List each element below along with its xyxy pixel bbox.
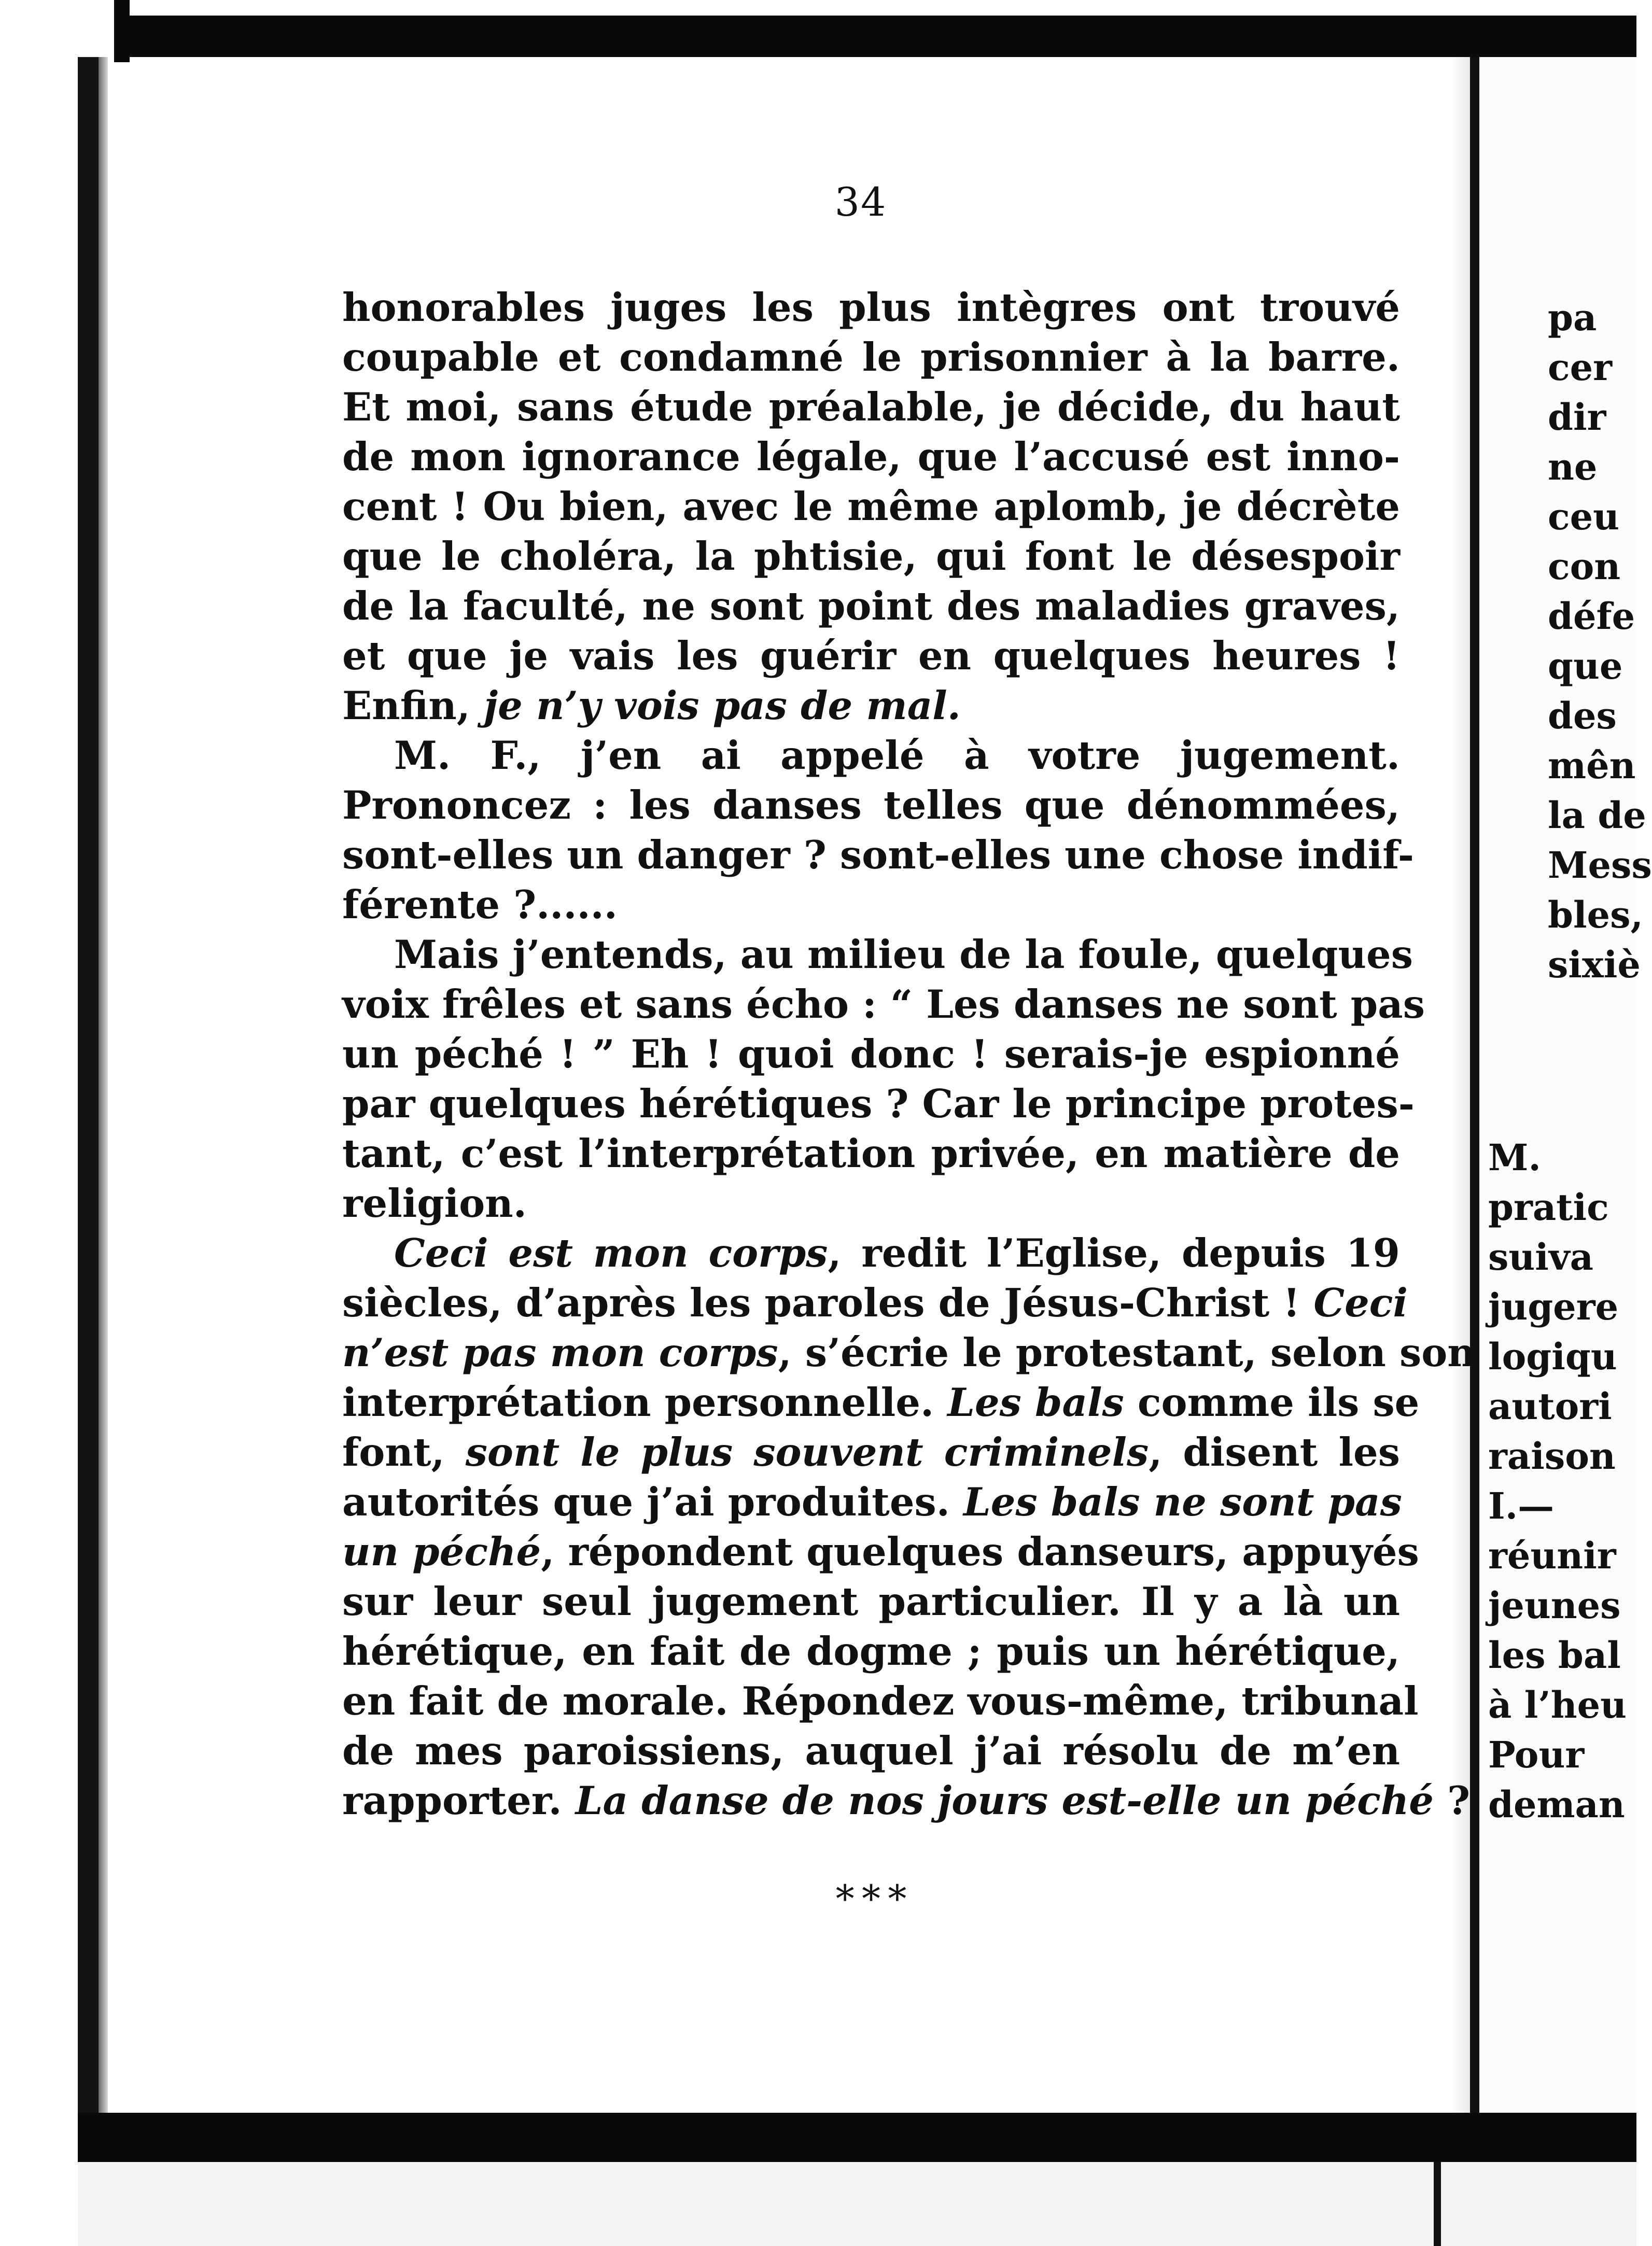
text-line bbox=[342, 1378, 1420, 1427]
text-line bbox=[342, 1527, 1419, 1577]
scan-border-bottom bbox=[78, 2113, 1636, 2162]
text-segment: autorités que j’ai produites. bbox=[342, 1479, 963, 1525]
neighbor-text-line: sixiè bbox=[1548, 943, 1641, 986]
neighbor-text-line: autori bbox=[1488, 1385, 1612, 1428]
text-segment: hérétique, en fait de dogme ; puis un hérétique, bbox=[342, 1629, 1400, 1674]
text-line bbox=[342, 880, 1400, 930]
text-segment: de mes paroissiens, auquel j’ai résolu de m’en bbox=[342, 1728, 1400, 1774]
italic-text: Ceci bbox=[1313, 1280, 1408, 1326]
text-segment: ? bbox=[1434, 1778, 1471, 1823]
text-segment: Mais j’entends, au milieu de la foule, quelques bbox=[394, 932, 1413, 977]
text-segment: et que je vais les guérir en quelques heures ! bbox=[342, 633, 1400, 679]
neighbor-text-line: la de bbox=[1548, 794, 1646, 837]
neighbor-text-line: bles, bbox=[1548, 893, 1643, 936]
text-segment: de mon ignorance légale, que l’accusé est inno- bbox=[342, 434, 1400, 480]
neighbor-text-line: deman bbox=[1488, 1783, 1625, 1826]
text-line bbox=[342, 1726, 1400, 1776]
text-segment: , disent les bbox=[1149, 1429, 1400, 1475]
italic-text: Ceci est mon corps bbox=[394, 1230, 828, 1276]
text-line bbox=[342, 1776, 1471, 1826]
text-segment: Enfin, bbox=[342, 683, 484, 728]
italic-text: je n’y vois pas de mal. bbox=[483, 683, 961, 728]
neighbor-text-line: réunir bbox=[1488, 1534, 1616, 1577]
neighbor-text-line: M. bbox=[1488, 1136, 1541, 1179]
neighbor-text-line: des bbox=[1548, 694, 1617, 737]
body-text bbox=[342, 283, 1476, 1826]
neighbor-text-line: que bbox=[1548, 644, 1623, 687]
neighbor-text-line: cer bbox=[1548, 346, 1613, 389]
text-line bbox=[342, 681, 1400, 731]
text-segment: honorables juges les plus intègres ont trouvé bbox=[342, 285, 1400, 330]
neighbor-page-text-upper bbox=[1548, 293, 1652, 990]
text-segment: comme ils se bbox=[1124, 1380, 1420, 1425]
text-line bbox=[342, 930, 1413, 979]
neighbor-text-line: défe bbox=[1548, 595, 1635, 638]
text-segment: par quelques hérétiques ? Car le principe protes- bbox=[342, 1081, 1415, 1127]
text-line bbox=[342, 531, 1400, 581]
text-line bbox=[342, 482, 1400, 531]
neighbor-text-line: con bbox=[1548, 545, 1621, 588]
page-number: 34 bbox=[834, 179, 887, 225]
neighbor-text-line: suiva bbox=[1488, 1236, 1593, 1279]
text-segment: tant, c’est l’interprétation privée, en matière de bbox=[342, 1131, 1400, 1176]
text-line bbox=[342, 1626, 1400, 1676]
text-segment: de la faculté, ne sont point des maladies graves, bbox=[342, 583, 1400, 629]
neighbor-page-text-lower bbox=[1488, 1133, 1636, 1830]
text-line bbox=[342, 979, 1425, 1029]
text-line bbox=[342, 1676, 1419, 1726]
neighbor-text-line: jugere bbox=[1488, 1285, 1619, 1328]
neighbor-text-line: jeunes bbox=[1488, 1584, 1621, 1627]
text-line bbox=[342, 731, 1400, 780]
text-line bbox=[342, 1328, 1476, 1378]
text-line bbox=[342, 830, 1415, 880]
neighbor-text-line: pa bbox=[1548, 296, 1597, 339]
neighbor-text-line: raison bbox=[1488, 1435, 1616, 1478]
text-segment: , répondent quelques danseurs, appuyés bbox=[541, 1529, 1419, 1575]
italic-text: n’est pas mon corps bbox=[342, 1330, 778, 1375]
neighbor-text-line: ne bbox=[1548, 445, 1598, 488]
page-edge-left bbox=[99, 57, 108, 2113]
text-segment: M. F., j’en ai appelé à votre jugement. bbox=[394, 733, 1400, 778]
neighbor-text-line: les bal bbox=[1488, 1634, 1621, 1677]
neighbor-text-line: mên bbox=[1548, 744, 1636, 787]
scan-border-top bbox=[114, 16, 1636, 57]
text-segment: sur leur seul jugement particulier. Il y a là un bbox=[342, 1579, 1400, 1624]
text-line bbox=[342, 1178, 1400, 1228]
italic-text: un péché bbox=[342, 1529, 541, 1575]
text-segment: voix frêles et sans écho : “ Les danses ne sont pas bbox=[342, 981, 1425, 1027]
text-line bbox=[342, 1278, 1408, 1328]
text-line bbox=[342, 382, 1400, 432]
text-line bbox=[342, 780, 1400, 830]
text-segment: férente ?...... bbox=[342, 882, 618, 928]
text-segment: religion. bbox=[342, 1181, 527, 1226]
text-segment: en fait de morale. Répondez vous-même, tribunal bbox=[342, 1678, 1419, 1724]
text-segment: siècles, d’après les paroles de Jésus-Christ ! bbox=[342, 1280, 1314, 1326]
neighbor-text-line: dir bbox=[1548, 396, 1606, 439]
text-line bbox=[342, 1427, 1400, 1477]
text-line bbox=[342, 1129, 1400, 1178]
scan-bottom-strip bbox=[78, 2162, 1636, 2246]
text-segment: , redit l’Eglise, depuis 19 bbox=[828, 1230, 1400, 1276]
text-line bbox=[342, 1577, 1400, 1626]
book-gutter bbox=[1470, 57, 1479, 2113]
text-line bbox=[342, 432, 1400, 482]
text-line bbox=[342, 332, 1400, 382]
text-line bbox=[342, 283, 1400, 332]
neighbor-text-line: à l’heu bbox=[1488, 1683, 1627, 1726]
text-segment: sont-elles un danger ? sont-elles une chose indif- bbox=[342, 832, 1415, 878]
text-line bbox=[342, 1029, 1400, 1079]
text-segment: Et moi, sans étude préalable, je décide, du haut bbox=[342, 384, 1400, 430]
italic-text: sont le plus souvent criminels bbox=[465, 1429, 1149, 1475]
scan-border-left bbox=[78, 57, 99, 2246]
text-segment: Prononcez : les danses telles que dénommées, bbox=[342, 782, 1400, 828]
italic-text: La danse de nos jours est-elle un péché bbox=[575, 1778, 1434, 1823]
neighbor-text-line: I.— bbox=[1488, 1484, 1555, 1527]
text-segment: font, bbox=[342, 1429, 466, 1475]
neighbor-text-line: Mess bbox=[1548, 844, 1652, 887]
text-line bbox=[342, 1079, 1415, 1129]
scan-bottom-divider bbox=[1434, 2162, 1441, 2246]
section-separator: * * * bbox=[835, 1877, 907, 1920]
text-line bbox=[342, 1228, 1400, 1278]
text-segment: interprétation personnelle. bbox=[342, 1380, 948, 1425]
text-line bbox=[342, 1477, 1400, 1527]
scan-border-corner bbox=[114, 0, 130, 62]
neighbor-text-line: logiqu bbox=[1488, 1335, 1617, 1378]
text-segment: , s’écrie le protestant, selon son bbox=[778, 1330, 1476, 1375]
text-segment: cent ! Ou bien, avec le même aplomb, je décrète bbox=[342, 484, 1400, 529]
italic-text: Les bals ne sont pas bbox=[963, 1479, 1402, 1525]
text-line bbox=[342, 581, 1400, 631]
neighbor-text-line: Pour bbox=[1488, 1733, 1585, 1776]
text-segment: coupable et condamné le prisonnier à la barre. bbox=[342, 334, 1400, 380]
text-segment: rapporter. bbox=[342, 1778, 576, 1823]
neighbor-text-line: pratic bbox=[1488, 1186, 1609, 1229]
text-line bbox=[342, 631, 1400, 681]
text-segment: un péché ! ” Eh ! quoi donc ! serais-je espionné bbox=[342, 1031, 1400, 1077]
text-segment: que le choléra, la phtisie, qui font le désespoir bbox=[342, 534, 1400, 579]
italic-text: Les bals bbox=[947, 1380, 1124, 1425]
neighbor-text-line: ceu bbox=[1548, 495, 1620, 538]
